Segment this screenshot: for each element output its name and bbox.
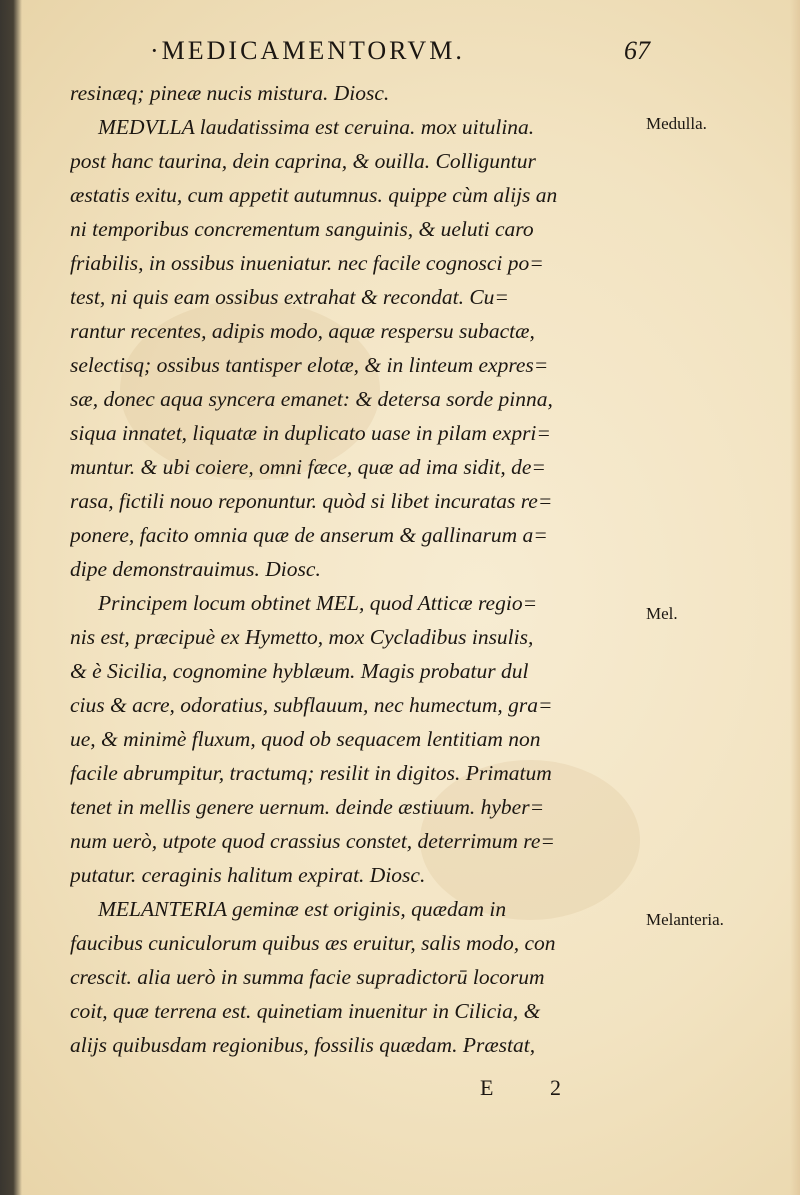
text-line: MELANTERIA geminæ est originis, quædam in bbox=[98, 897, 507, 921]
signature-mark: E bbox=[480, 1075, 494, 1100]
text-line: coit, quæ terrena est. quinetiam inuenitur in Cilicia, & bbox=[70, 999, 541, 1023]
text-line: facile abrumpitur, tractumq; resilit in digitos. Primatum bbox=[70, 761, 552, 785]
text-line: rantur recentes, adipis modo, aquæ respersu subactæ, bbox=[70, 319, 535, 343]
text-line: selectisq; ossibus tantisper elotæ, & in linteum expres= bbox=[70, 353, 549, 377]
text-line: siqua innatet, liquatæ in duplicato uase in pilam expri= bbox=[70, 421, 551, 445]
page-header bbox=[150, 36, 650, 70]
text-line: MEDVLLA laudatissima est ceruina. mox uitulina. bbox=[98, 115, 535, 139]
text-line: cius & acre, odoratius, subflauum, nec humectum, gra= bbox=[70, 693, 553, 717]
text-line: & è Sicilia, cognomine hyblæum. Magis probatur dul bbox=[70, 659, 529, 683]
text-line: alijs quibusdam regionibus, fossilis quædam. Præstat, bbox=[70, 1033, 536, 1057]
text-line: crescit. alia uerò in summa facie supradictorū locorum bbox=[70, 965, 545, 989]
leaf-number: 2 bbox=[550, 1075, 561, 1100]
text-line: nis est, præcipuè ex Hymetto, mox Cycladibus insulis, bbox=[70, 625, 534, 649]
page-gutter-shadow bbox=[0, 0, 22, 1195]
text-line: tenet in mellis genere uernum. deinde æstiuum. hyber= bbox=[70, 795, 545, 819]
text-line: faucibus cuniculorum quibus æs eruitur, salis modo, con bbox=[70, 931, 556, 955]
text-line: sæ, donec aqua syncera emanet: & detersa sorde pinna, bbox=[70, 387, 553, 411]
text-line: ue, & minimè fluxum, quod ob sequacem lentitiam non bbox=[70, 727, 541, 751]
text-line: muntur. & ubi coiere, omni fæce, quæ ad ima sidit, de= bbox=[70, 455, 546, 479]
margin-note-medulla: Medulla. bbox=[646, 114, 707, 133]
text-line: post hanc taurina, dein caprina, & ouilla. Colliguntur bbox=[70, 149, 536, 173]
text-line: ponere, facito omnia quæ de anserum & gallinarum a= bbox=[70, 523, 548, 547]
text-line: putatur. ceraginis halitum expirat. Diosc. bbox=[70, 863, 426, 887]
page-edge bbox=[790, 0, 800, 1195]
text-line: friabilis, in ossibus inueniatur. nec facile cognosci po= bbox=[70, 251, 544, 275]
text-line: num uerò, utpote quod crassius constet, deterrimum re= bbox=[70, 829, 555, 853]
text-line: resinæq; pineæ nucis mistura. Diosc. bbox=[70, 81, 390, 105]
text-line: æstatis exitu, cum appetit autumnus. quippe cùm alijs an bbox=[70, 183, 558, 207]
body-text bbox=[70, 76, 642, 1062]
running-title: ·MEDICAMENTORVM. bbox=[150, 36, 465, 65]
text-line: dipe demonstrauimus. Diosc. bbox=[70, 557, 321, 581]
page-number: 67 bbox=[624, 36, 650, 65]
text-line: ni temporibus concrementum sanguinis, & ueluti caro bbox=[70, 217, 534, 241]
margin-note-melanteria: Melanteria. bbox=[646, 910, 724, 929]
text-line: test, ni quis eam ossibus extrahat & recondat. Cu= bbox=[70, 285, 509, 309]
text-line: Principem locum obtinet MEL, quod Atticæ regio= bbox=[98, 591, 538, 615]
text-line: rasa, fictili nouo reponuntur. quòd si libet incuratas re= bbox=[70, 489, 553, 513]
margin-note-mel: Mel. bbox=[646, 604, 678, 623]
page-footer bbox=[480, 1075, 600, 1109]
